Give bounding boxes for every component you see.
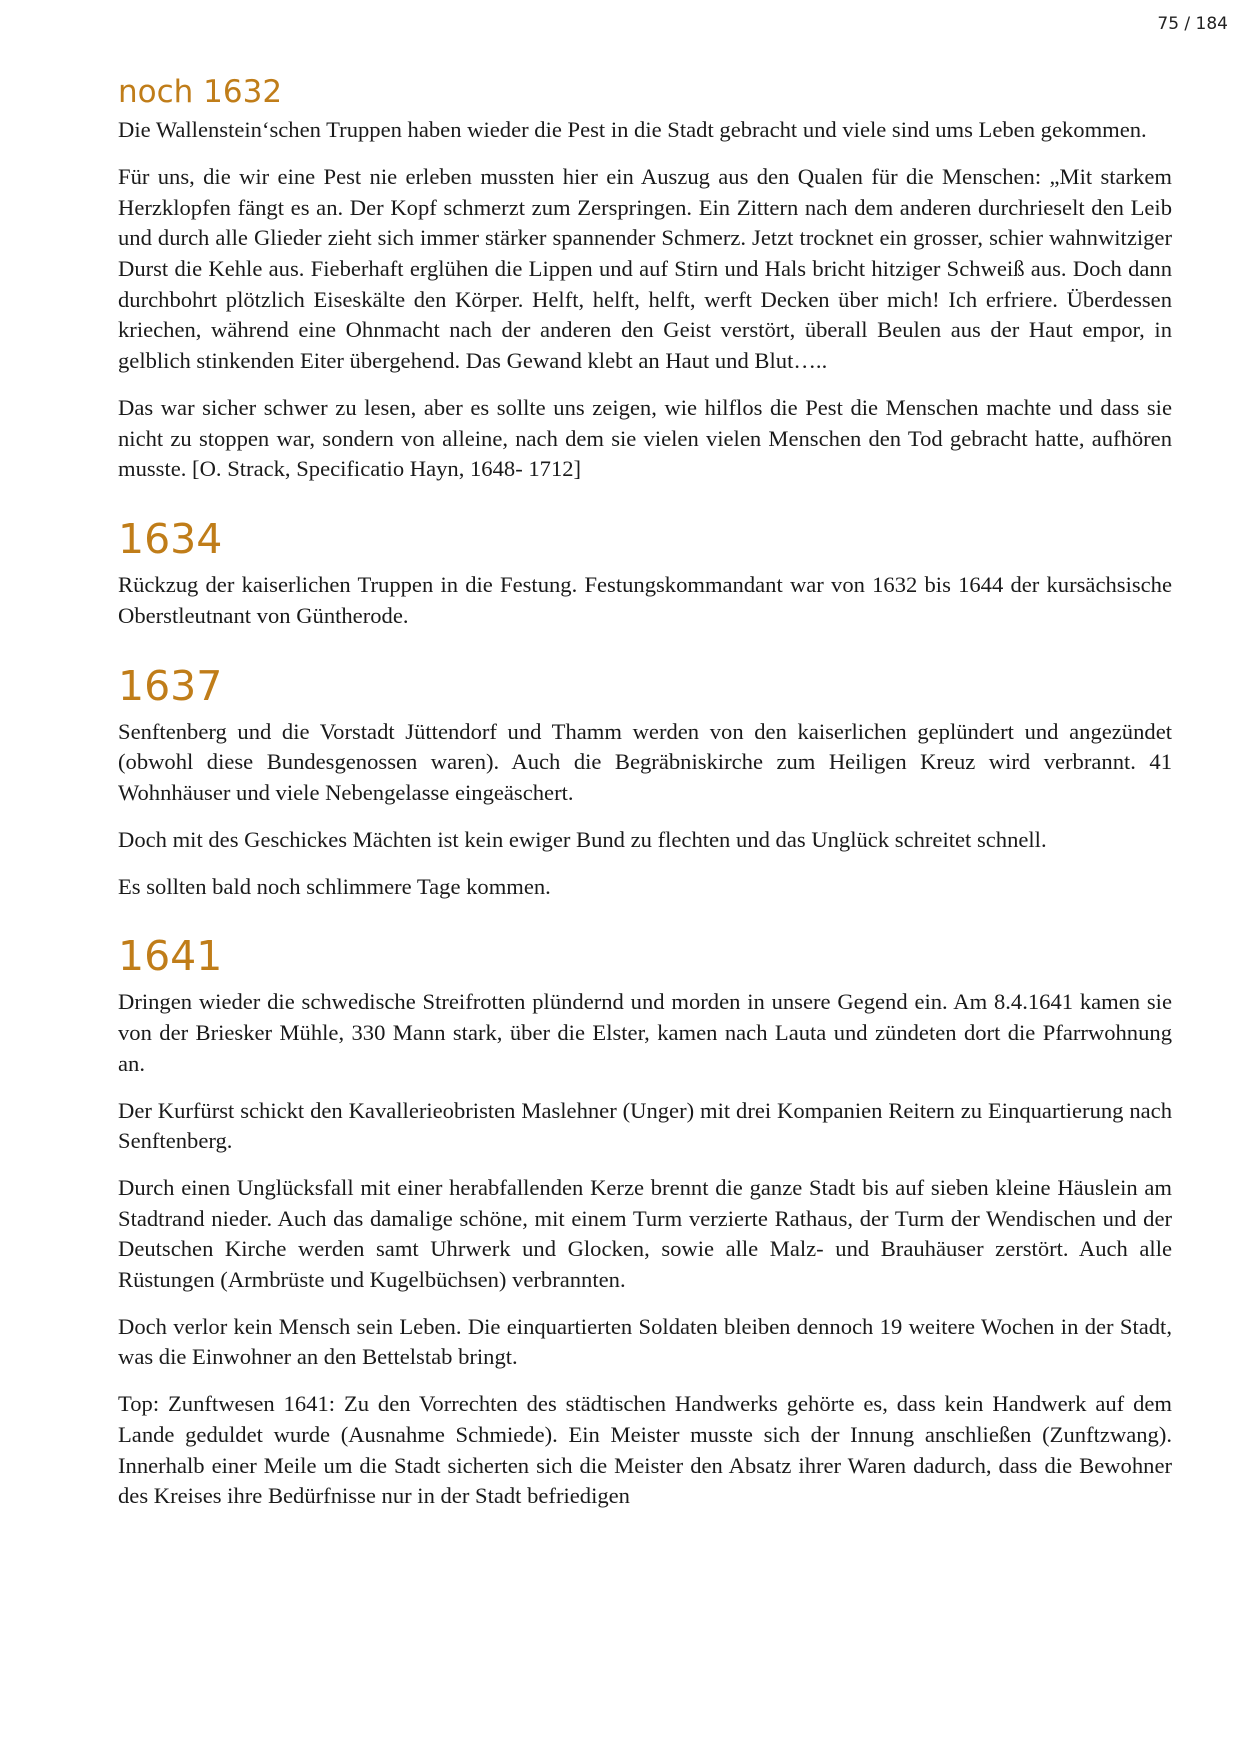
section-1641 (118, 932, 1172, 1512)
section-heading: noch 1632 (118, 74, 283, 110)
section-1634 (118, 515, 1172, 632)
paragraph: Die Wallenstein‘schen Truppen haben wieder die Pest in die Stadt gebracht und viele sind ums Leben gekommen. (118, 117, 1147, 143)
document-body (118, 74, 1172, 1528)
section-heading: 1641 (118, 932, 223, 981)
paragraph: Doch verlor kein Mensch sein Leben. Die einquartierten Soldaten bleiben dennoch 19 weitere Wochen in der Stadt, was die Einwohner an den Bettelstab bringt. (118, 1313, 1172, 1370)
paragraph: Top: Zunftwesen 1641: Zu den Vorrechten des städtischen Handwerks gehörte es, dass kein Handwerk auf dem Lande geduldet wurde (Ausnahme Schmiede). Ein Meister musste sich der Innung anschließen (Zunftzwang). Innerhalb einer Meile um die Stadt sicherten sich die Meister den Absatz ihrer Waren dadurch, dass die Bewohner des Kreises ihre Bedürfnisse nur in der Stadt befriedigen (118, 1391, 1172, 1509)
paragraph: Für uns, die wir eine Pest nie erleben mussten hier ein Auszug aus den Qualen für die Menschen: „Mit starkem Herzklopfen fängt es an. Der Kopf schmerzt zum Zerspringen. Ein Zittern nach dem anderen durchrieselt den Leib und durch alle Glieder zieht sich immer stärker spannender Schmerz. Jetzt trocknet ein grosser, schier wahnwitziger Durst die Kehle aus. Fieberhaft erglühen die Lippen und auf Stirn und Hals bricht hitziger Schweiß aus. Doch dann durchbohrt plötzlich Eiseskälte den Körper. Helft, helft, helft, werft Decken über mich! Ich erfriere. Überdessen kriechen, während eine Ohnmacht nach der anderen den Geist verstört, überall Beulen aus der Haut empor, in gelblich stinkenden Eiter übergehend. Das Gewand klebt an Haut und Blut….. (118, 163, 1172, 374)
paragraph: Dringen wieder die schwedische Streifrotten plündernd und morden in unsere Gegend ein. Am 8.4.1641 kamen sie von der Briesker Mühle, 330 Mann stark, über die Elster, kamen nach Lauta und zündeten dort die Pfarrwohnung an. (118, 989, 1172, 1076)
section-1632 (118, 74, 1172, 485)
section-1637 (118, 662, 1172, 903)
paragraph: Durch einen Unglücksfall mit einer herabfallenden Kerze brennt die ganze Stadt bis auf sieben kleine Häuslein am Stadtrand nieder. Auch das damalige schöne, mit einem Turm verzierte Rathaus, der Turm der Wendischen und der Deutschen Kirche werden samt Uhrwerk und Glocken, sowie alle Malz- und Brauhäuser zerstört. Auch alle Rüstungen (Armbrüste und Kugelbüchsen) verbrannten. (118, 1174, 1172, 1293)
paragraph: Es sollten bald noch schlimmere Tage kommen. (118, 873, 551, 899)
section-heading: 1634 (118, 514, 223, 563)
paragraph: Der Kurfürst schickt den Kavallerieobristen Maslehner (Unger) mit drei Kompanien Reitern zu Einquartierung nach Senftenberg. (118, 1097, 1172, 1154)
paragraph: Senftenberg und die Vorstadt Jüttendorf und Thamm werden von den kaiserlichen geplündert und angezündet (obwohl diese Bundesgenossen waren). Auch die Begräbniskirche zum Heiligen Kreuz wird verbrannt. 41 Wohnhäuser und viele Nebengelasse eingeäschert. (118, 718, 1172, 806)
paragraph: Doch mit des Geschickes Mächten ist kein ewiger Bund zu flechten und das Unglück schreitet schnell. (118, 826, 1047, 852)
page-number: 75 / 184 (1157, 14, 1228, 34)
paragraph: Rückzug der kaiserlichen Truppen in die Festung. Festungskommandant war von 1632 bis 1644 der kursächsische Oberstleutnant von Güntherode. (118, 572, 1172, 628)
section-heading: 1637 (118, 661, 223, 710)
paragraph: Das war sicher schwer zu lesen, aber es sollte uns zeigen, wie hilflos die Pest die Menschen machte und dass sie nicht zu stoppen war, sondern von alleine, nach dem sie vielen vielen Menschen den Tod gebracht hatte, aufhören musste. [O. Strack, Specificatio Hayn, 1648- 1712] (118, 394, 1172, 482)
